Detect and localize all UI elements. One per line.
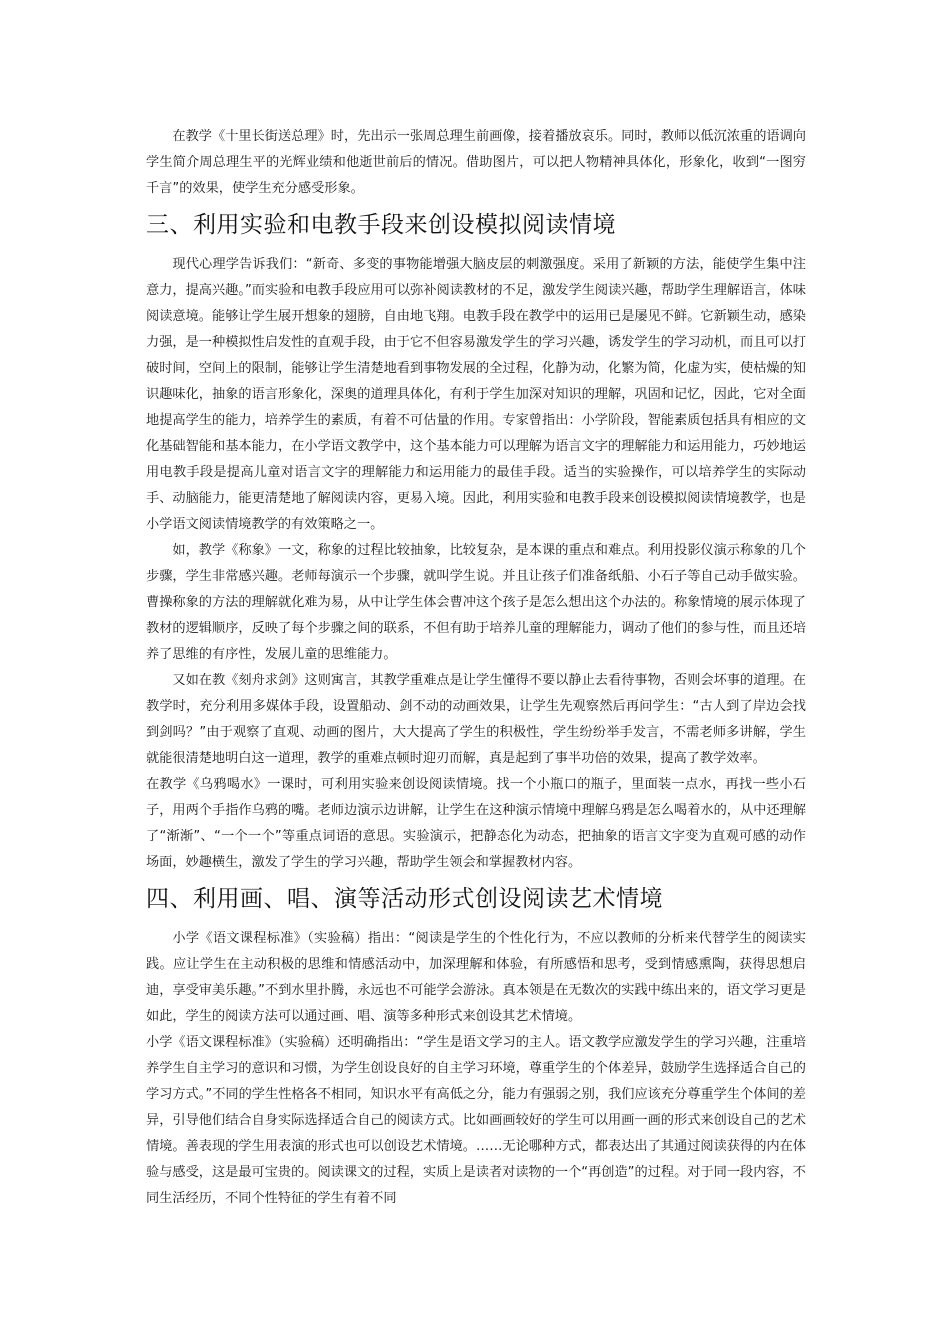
paragraph: 在教学《十里长街送总理》时，先出示一张周总理生前画像，接着播放哀乐。同时，教师以低沉浓重的语调向学生简介周总理生平的光辉业绩和他逝世前后的情况。借助图片，可以把人物精神具体化，形象化，收到“一图穷千言”的效果，使学生充分感受形象。 [146, 129, 806, 196]
paragraph: 现代心理学告诉我们：“新奇、多变的事物能增强大脑皮层的刺激强度。采用了新颖的方法，能使学生集中注意力，提高兴趣。”而实验和电教手段应用可以弥补阅读教材的不足，激发学生阅读兴趣，帮助学生理解语言，体味阅读意境。能够让学生展开想象的翅膀，自由地飞翔。电教手段在教学中的运用已是屡见不鲜。它新颖生动，感染力强，是一种模拟性启发性的直观手段，由于它不但容易激发学生的学习兴趣，诱发学生的学习动机，而且可以打破时间，空间上的限制，能够让学生清楚地看到事物发展的全过程，化静为动，化繁为简，化虚为实，使枯燥的知识趣味化，抽象的语言形象化，深奥的道理具体化，有利于学生加深对知识的理解，巩固和记忆，因此，它对全面地提高学生的能力，培养学生的素质，有着不可估量的作用。专家曾指出：小学阶段，智能素质包括具有相应的文化基础智能和基本能力，在小学语文教学中，这个基本能力可以理解为语言文字的理解能力和运用能力，巧妙地运用电教手段是提高儿童对语言文字的理解能力和运用能力的最佳手段。适当的实验操作，可以培养学生的实际动手、动脑能力，能更清楚地了解阅读内容，更易入境。因此，利用实验和电教手段来创设模拟阅读情境教学，也是小学语文阅读情境教学的有效策略之一。 [146, 257, 806, 532]
paragraph: 又如在教《刻舟求剑》这则寓言，其教学重难点是让学生懂得不要以静止去看待事物，否则会坏事的道理。在教学时，充分利用多媒体手段，设置船动、剑不动的动画效果，让学生先观察然后再问学生：“古人到了岸边会找到剑吗？”由于观察了直观、动画的图片，大大提高了学生的积极性，学生纷纷举手发言，不需老师多讲解，学生就能很清楚地明白这一道理，教学的重难点顿时迎刃而解，真是起到了事半功倍的效果，提高了教学效率。 [146, 673, 806, 766]
document-body [146, 124, 806, 1212]
section-heading-4: 四、利用画、唱、演等活动形式创设阅读艺术情境 [146, 886, 663, 912]
section-heading-3: 三、利用实验和电教手段来创设模拟阅读情境 [146, 212, 616, 238]
paragraph: 在教学《乌鸦喝水》一课时，可利用实验来创设阅读情境。找一个小瓶口的瓶子，里面装一点水，再找一些小石子，用两个手指作乌鸦的嘴。老师边演示边讲解，让学生在这种演示情境中理解乌鸦是怎么喝着水的，从中还理解了“渐渐”、“一个一个”等重点词语的意思。实验演示，把静态化为动态，把抽象的语言文字变为直观可感的动作场面，妙趣横生，激发了学生的学习兴趣，帮助学生领会和掌握教材内容。 [146, 777, 806, 870]
paragraph: 小学《语文课程标准》（实验稿）指出：“阅读是学生的个性化行为，不应以教师的分析来代替学生的阅读实践。应让学生在主动积极的思维和情感活动中，加深理解和体验，有所感悟和思考，受到情感熏陶，获得思想启迪，享受审美乐趣。”不到水里扑腾，永远也不可能学会游泳。真本领是在无数次的实践中练出来的，语文学习更是如此，学生的阅读方法可以通过画、唱、演等多种形式来创设其艺术情境。 [146, 931, 806, 1024]
paragraph: 小学《语文课程标准》（实验稿）还明确指出：“学生是语文学习的主人。语文教学应激发学生的学习兴趣，注重培养学生自主学习的意识和习惯，为学生创设良好的自主学习环境，尊重学生的个体差异，鼓励学生选择适合自己的学习方式。”不同的学生性格各不相同，知识水平有高低之分，能力有强弱之别，我们应该充分尊重学生个体间的差异，引导他们结合自身实际选择适合自己的阅读方式。比如画画较好的学生可以用画一画的形式来创设自己的艺术情境。善表现的学生用表演的形式也可以创设艺术情境。……无论哪种方式，都表达出了其通过阅读获得的内在体验与感受，这是最可宝贵的。阅读课文的过程，实质上是读者对读物的一个“再创造”的过程。对于同一段内容，不同生活经历，不同个性特征的学生有着不同 [146, 1035, 806, 1206]
paragraph: 如，教学《称象》一文，称象的过程比较抽象，比较复杂，是本课的重点和难点。利用投影仪演示称象的几个步骤，学生非常感兴趣。老师每演示一个步骤，就叫学生说。并且让孩子们准备纸船、小石子等自己动手做实验。曹操称象的方法的理解就化难为易，从中让学生体会曹冲这个孩子是怎么想出这个办法的。称象情境的展示体现了教材的逻辑顺序，反映了每个步骤之间的联系，不但有助于培养儿童的理解能力，调动了他们的参与性，而且还培养了思维的有序性，发展儿童的思维能力。 [146, 543, 806, 662]
